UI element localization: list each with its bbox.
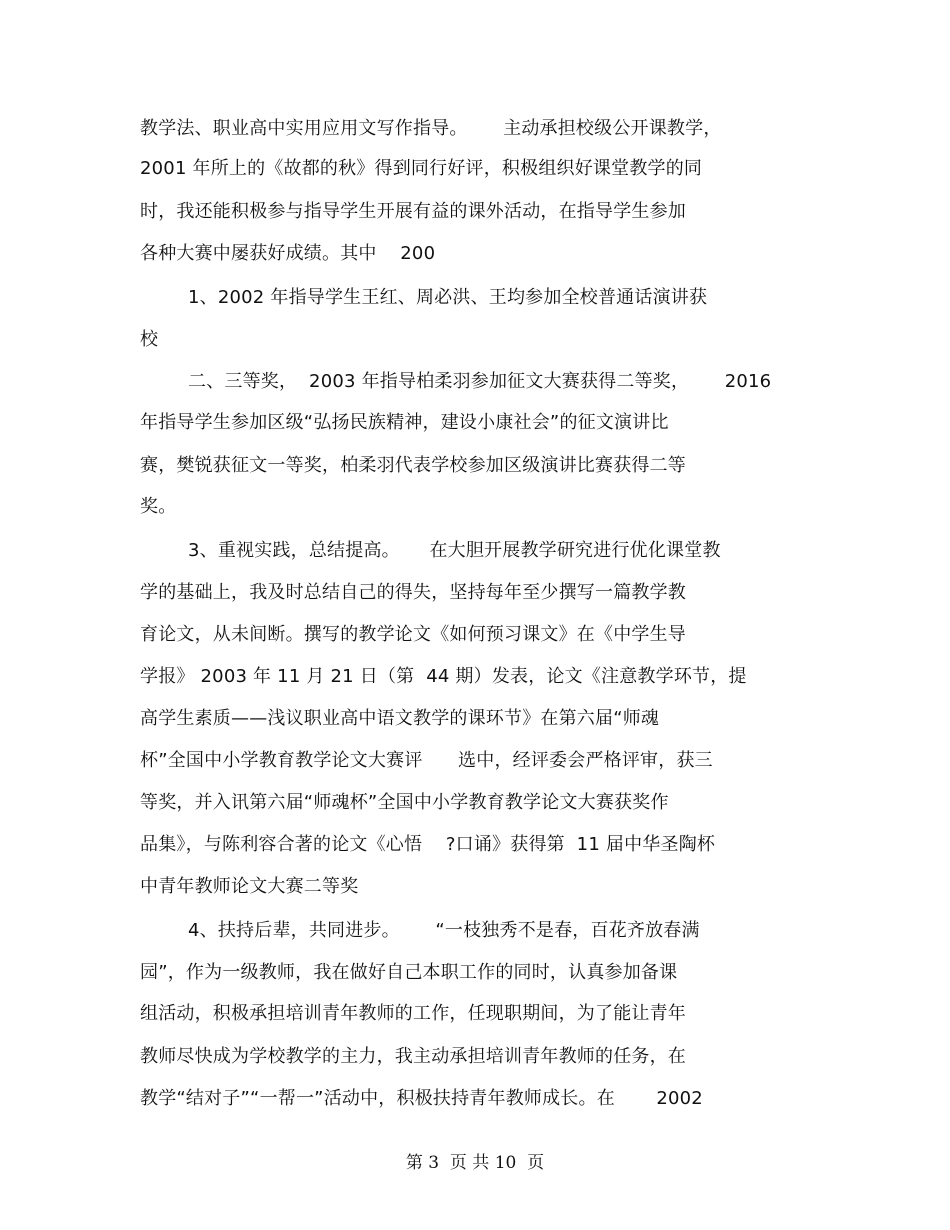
text-line: 学的基础上，我及时总结自己的得失，坚持每年至少撰写一篇教学教 [140, 582, 686, 603]
text-line: 教学法、职业高中实用应用文写作指导。 主动承担校级公开课教学， [140, 118, 722, 139]
text-line: 组活动，积极承担培训青年教师的工作，任现职期间，为了能让青年 [140, 1003, 686, 1024]
text-line: 赛，樊锐获征文一等奖，柏柔羽代表学校参加区级演讲比赛获得二等 [140, 455, 686, 476]
text-line: 年指导学生参加区级“弘扬民族精神，建设小康社会”的征文演讲比 [140, 412, 669, 433]
text-line: 2001 年所上的《故都的秋》得到同行好评，积极组织好课堂教学的同 [140, 158, 703, 179]
text-line: 4、扶持后辈，共同进步。 “一枝独秀不是春，百花齐放春满 [188, 920, 700, 941]
text-line: 等奖，并入讯第六届“师魂杯”全国中小学教育教学论文大赛获奖作 [140, 792, 669, 813]
text-line: 奖。 [140, 496, 177, 517]
text-line: 杯”全国中小学教育教学论文大赛评 选中，经评委会严格评审，获三 [140, 750, 713, 771]
text-line: 高学生素质——浅议职业高中语文教学的课环节》在第六届“师魂 [140, 708, 660, 729]
text-line: 育论文，从未间断。撰写的教学论文《如何预习课文》在《中学生导 [140, 624, 686, 645]
text-line: 品集》，与陈利容合著的论文《心悟 ?口诵》获得第 11 届中华圣陶杯 [140, 834, 716, 855]
text-line: 各种大赛中屡获好成绩。其中 200 [140, 243, 436, 264]
text-line: 教师尽快成为学校教学的主力，我主动承担培训青年教师的任务，在 [140, 1046, 686, 1067]
text-line: 中青年教师论文大赛二等奖 [140, 876, 359, 897]
text-line: 学报》 2003 年 11 月 21 日（第 44 期）发表，论文《注意教学环节，提 [140, 666, 747, 687]
text-line: 校 [140, 329, 159, 350]
text-line: 3、重视实践，总结提高。 在大胆开展教学研究进行优化课堂教 [188, 540, 721, 561]
text-line: 园”，作为一级教师，我在做好自己本职工作的同时，认真参加备课 [140, 962, 678, 983]
text-line: 二、三等奖， 2003 年指导柏柔羽参加征文大赛获得二等奖， 2016 [188, 371, 772, 392]
page-number-footer: 第 3 页 共 10 页 [405, 1153, 545, 1173]
text-line: 1、2002 年指导学生王红、周必洪、王均参加全校普通话演讲获 [188, 287, 708, 308]
text-line: 教学“结对子”“一帮一”活动中，积极扶持青年教师成长。在 2002 [140, 1088, 703, 1109]
text-line: 时，我还能积极参与指导学生开展有益的课外活动，在指导学生参加 [140, 201, 686, 222]
